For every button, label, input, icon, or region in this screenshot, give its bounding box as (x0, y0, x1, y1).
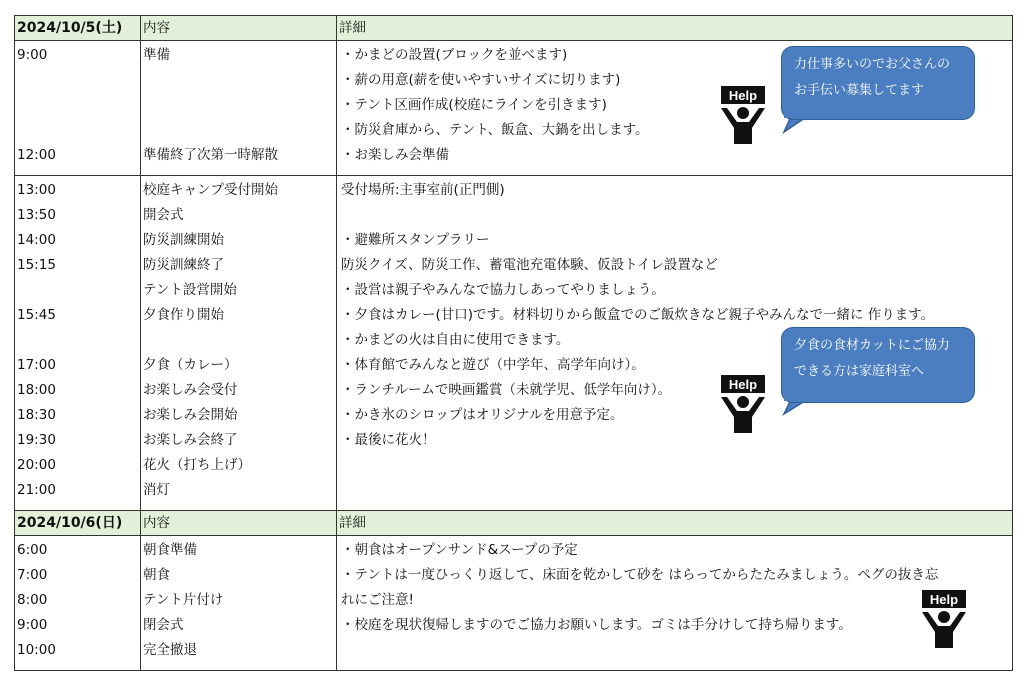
content-cell: 準備終了次第一時解散 (143, 147, 278, 163)
detail-cell: ・ランチルームで映画鑑賞（未就学児、低学年向け）。 (341, 382, 672, 398)
detail-cell: ・テント区画作成(校庭にラインを引きます) (341, 97, 607, 113)
content-cell: 夕食（カレー） (143, 357, 238, 373)
detail-cell (337, 481, 1012, 506)
day2-date-header: 2024/10/6(日) (17, 515, 123, 531)
day1-content-header: 内容 (140, 16, 336, 40)
content-cell: 朝食準備 (143, 542, 197, 558)
content-column (140, 176, 336, 510)
time-cell (15, 281, 140, 306)
detail-cell: 防災クイズ、防災工作、蓄電池充電体験、仮設トイレ設置など (341, 257, 718, 273)
content-cell: 開会式 (143, 207, 184, 223)
detail-cell: れにご注意! (341, 592, 414, 608)
content-cell: お楽しみ会終了 (143, 432, 238, 448)
content-cell: テント片付け (143, 592, 224, 608)
detail-cell (337, 456, 1012, 481)
day2-content-header: 内容 (140, 511, 336, 535)
time-cell: 14:00 (17, 232, 56, 248)
help-person-icon (918, 590, 970, 650)
detail-cell: ・防災倉庫から、テント、飯盒、大鍋を出します。 (341, 122, 649, 138)
time-cell: 13:00 (17, 182, 56, 198)
time-cell: 12:00 (17, 147, 56, 163)
content-cell (141, 71, 336, 96)
detail-cell: ・朝食はオープンサンド&スープの予定 (341, 542, 578, 558)
help-label: Help (929, 592, 959, 607)
help-person-icon (717, 86, 769, 146)
content-column (140, 536, 336, 670)
time-cell: 18:30 (17, 407, 56, 423)
day2-block (15, 536, 1012, 670)
detail-cell: ・夕食はカレー(甘口)です。材料切りから飯盒でのご飯炊きなど親子やみんなで一緒に 作ります。 (341, 307, 935, 323)
content-cell: 防災訓練終了 (143, 257, 224, 273)
time-cell: 17:00 (17, 357, 56, 373)
detail-cell: ・避難所スタンプラリー (341, 232, 490, 248)
content-cell (141, 96, 336, 121)
content-cell: お楽しみ会開始 (143, 407, 238, 423)
detail-cell: ・薪の用意(薪を使いやすいサイズに切ります) (341, 72, 621, 88)
time-cell: 9:00 (17, 617, 48, 633)
time-cell: 21:00 (17, 482, 56, 498)
day1-header-row (15, 16, 1012, 41)
content-cell: 朝食 (143, 567, 170, 583)
time-cell: 9:00 (17, 47, 48, 63)
day2-detail-header: 詳細 (336, 511, 1012, 535)
content-cell (141, 121, 336, 146)
detail-cell: ・テントは一度ひっくり返して、床面を乾かして砂を はらってからたたみましょう。ペグの抜き忘 (341, 567, 939, 583)
time-cell: 15:15 (17, 257, 56, 273)
time-cell: 6:00 (17, 542, 48, 558)
content-cell: 夕食作り開始 (143, 307, 224, 323)
content-cell: 完全撤退 (143, 642, 197, 658)
time-cell: 10:00 (17, 642, 56, 658)
speech-bubble-tail-cover (784, 108, 834, 122)
detail-cell: ・設営は親子やみんなで協力しあってやりましょう。 (341, 282, 665, 298)
detail-cell: ・体育館でみんなと遊び（中学年、高学年向け）。 (341, 357, 645, 373)
content-cell: 消灯 (143, 482, 170, 498)
detail-cell: 受付場所:主事室前(正門側) (341, 182, 505, 198)
content-cell: 準備 (143, 47, 170, 63)
help-person-icon (717, 375, 769, 435)
time-cell (15, 96, 140, 121)
time-column (15, 541, 140, 666)
content-column (140, 41, 336, 175)
time-column (15, 181, 140, 506)
content-cell: お楽しみ会受付 (143, 382, 238, 398)
content-cell: 閉会式 (143, 617, 184, 633)
detail-cell: ・校庭を現状復帰しますのでご協力お願いします。ゴミは手分けして持ち帰ります。 (341, 617, 852, 633)
time-cell: 7:00 (17, 567, 48, 583)
detail-cell: ・かき氷のシロップはオリジナルを用意予定。 (341, 407, 624, 423)
detail-cell: ・かまどの設置(ブロックを並べます) (341, 47, 568, 63)
content-cell: テント設営開始 (143, 282, 237, 298)
day1-detail-header: 詳細 (336, 16, 1012, 40)
callout-line: お手伝い募集してます (794, 83, 925, 98)
time-cell: 8:00 (17, 592, 48, 608)
day2-header-row (15, 511, 1012, 536)
callout-line: 力仕事多いのでお父さんの (794, 57, 951, 72)
time-cell: 19:30 (17, 432, 56, 448)
detail-cell: ・最後に花火！ (341, 432, 436, 448)
detail-cell (337, 206, 1012, 231)
time-cell: 15:45 (17, 307, 56, 323)
callout-line: できる方は家庭科室へ (794, 364, 925, 379)
content-cell: 花火（打ち上げ） (143, 457, 251, 473)
time-cell (15, 71, 140, 96)
detail-column (336, 536, 1012, 670)
content-cell: 防災訓練開始 (143, 232, 224, 248)
time-cell: 13:50 (17, 207, 56, 223)
help-label: Help (728, 88, 758, 103)
detail-cell (337, 641, 1012, 666)
time-cell: 20:00 (17, 457, 56, 473)
speech-bubble-tail-cover (784, 391, 834, 403)
content-cell (141, 331, 336, 356)
detail-cell: ・かまどの火は自由に使用できます。 (341, 332, 570, 348)
help-label: Help (728, 377, 758, 392)
time-cell: 18:00 (17, 382, 56, 398)
time-column (15, 46, 140, 171)
detail-cell: ・お楽しみ会準備 (341, 147, 449, 163)
callout-line: 夕食の食材カットにご協力 (794, 338, 950, 353)
day1-date-header: 2024/10/5(土) (17, 20, 123, 36)
time-cell (15, 121, 140, 146)
time-cell (15, 331, 140, 356)
content-cell: 校庭キャンプ受付開始 (143, 182, 278, 198)
